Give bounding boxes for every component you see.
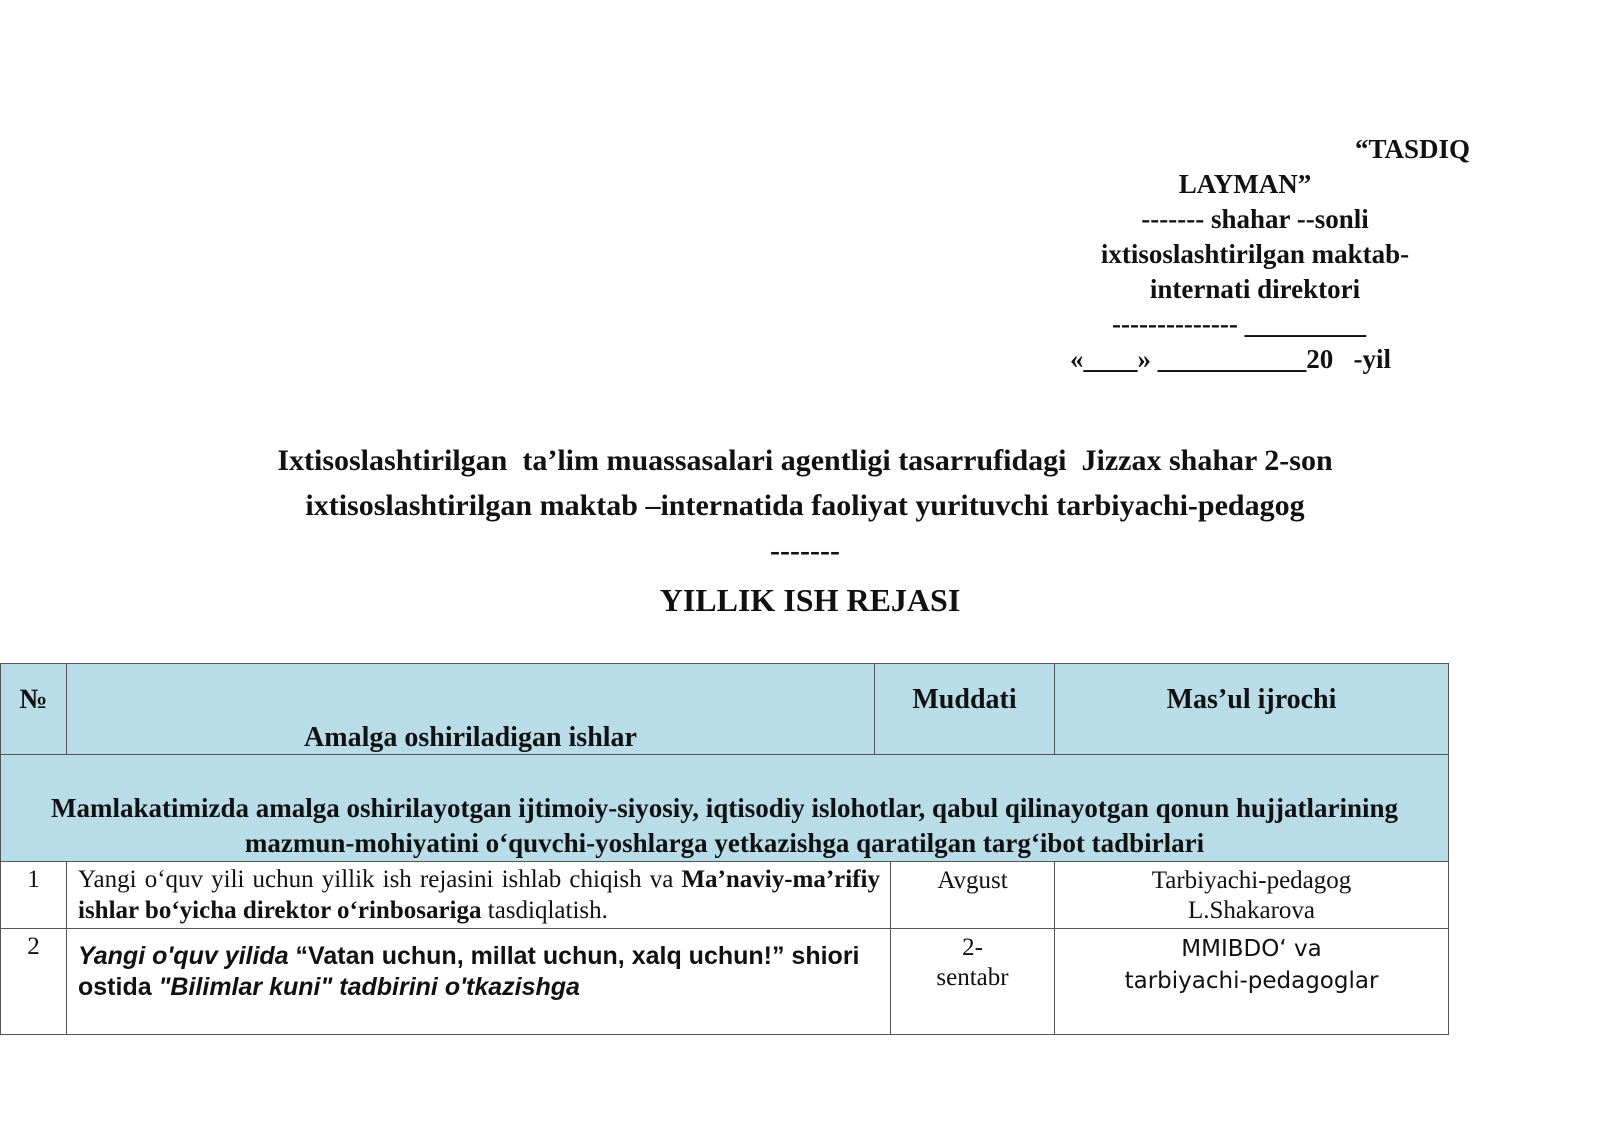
column-header-deadline: Muddati bbox=[875, 664, 1055, 755]
task-text: tasdiqlatish. bbox=[481, 897, 608, 924]
task-text-bold: “Vatan uchun, millat uchun, xalq uchun!” shiori ostida bbox=[78, 942, 860, 1001]
task-text: Yangi o‘quv yili uchun yillik ish rejasini ishlab chiqish va bbox=[78, 866, 682, 893]
work-plan-table bbox=[0, 663, 1449, 1035]
page-title: YILLIK ISH REJASI bbox=[659, 582, 961, 618]
row-deadline: Avgust bbox=[891, 862, 1055, 929]
heading-line: Ixtisoslashtirilgan ta’lim muassasalari agentligi tasarrufidagi Jizzax shahar 2-son bbox=[277, 444, 1333, 477]
deadline-line: sentabr bbox=[936, 964, 1009, 991]
column-header-number: № bbox=[1, 664, 67, 755]
approval-line: internati direktori bbox=[1149, 274, 1361, 304]
task-text-italic: "Bilimlar kuni" tadbirini o'tkazishga bbox=[158, 973, 580, 1001]
heading-line: ------- bbox=[770, 534, 840, 567]
approval-line: LAYMAN” bbox=[1178, 169, 1312, 199]
responsible-line: L.Shakarova bbox=[1187, 897, 1316, 924]
table-header-row bbox=[1, 664, 1449, 755]
row-task bbox=[67, 929, 891, 1035]
deadline-line: 2- bbox=[962, 934, 983, 961]
section-title: Mamlakatimizda amalga oshirilayotgan ijtimoiy-siyosiy, iqtisodiy islohotlar, qabul qilinayotgan qonun hujjatlarining mazmun-mohiyatini o‘quvchi-yoshlarga yetkazishga qaratilgan targ‘ibot tadbirlari bbox=[1, 755, 1449, 862]
responsible-line: tarbiyachi-pedagoglar bbox=[1124, 968, 1379, 994]
responsible-line: Tarbiyachi-pedagog bbox=[1151, 867, 1352, 894]
approval-line: ixtisoslashtirilgan maktab- bbox=[1100, 239, 1410, 269]
section-row bbox=[1, 755, 1449, 862]
approval-signature-line: -------------- _________ bbox=[1112, 309, 1367, 339]
task-text-italic: Yangi o'quv yilida bbox=[78, 942, 289, 970]
row-responsible bbox=[1055, 929, 1449, 1035]
row-number: 1 bbox=[1, 862, 67, 929]
column-header-works: Amalga oshiriladigan ishlar bbox=[67, 664, 875, 755]
heading-line: ixtisoslashtirilgan maktab –internatida faoliyat yurituvchi tarbiyachi-pedagog bbox=[305, 489, 1305, 522]
document-heading bbox=[120, 438, 1490, 573]
column-header-responsible: Mas’ul ijrochi bbox=[1055, 664, 1449, 755]
approval-block bbox=[1040, 132, 1470, 377]
responsible-line: MMIBDOʻ va bbox=[1181, 936, 1322, 962]
approval-line: “TASDIQ bbox=[1354, 134, 1470, 164]
row-deadline bbox=[891, 929, 1055, 1035]
table-row bbox=[1, 862, 1449, 929]
approval-date-line: «____» ___________20 -yil bbox=[1070, 344, 1391, 374]
approval-line: ------- shahar --sonli bbox=[1141, 204, 1369, 234]
table-row bbox=[1, 929, 1449, 1035]
row-responsible bbox=[1055, 862, 1449, 929]
task-text-bold: Ma’naviy-ma’rifiy ishlar bo‘yicha direktor o‘rinbosariga bbox=[78, 866, 880, 924]
row-task bbox=[67, 862, 891, 929]
row-number: 2 bbox=[1, 929, 67, 1035]
